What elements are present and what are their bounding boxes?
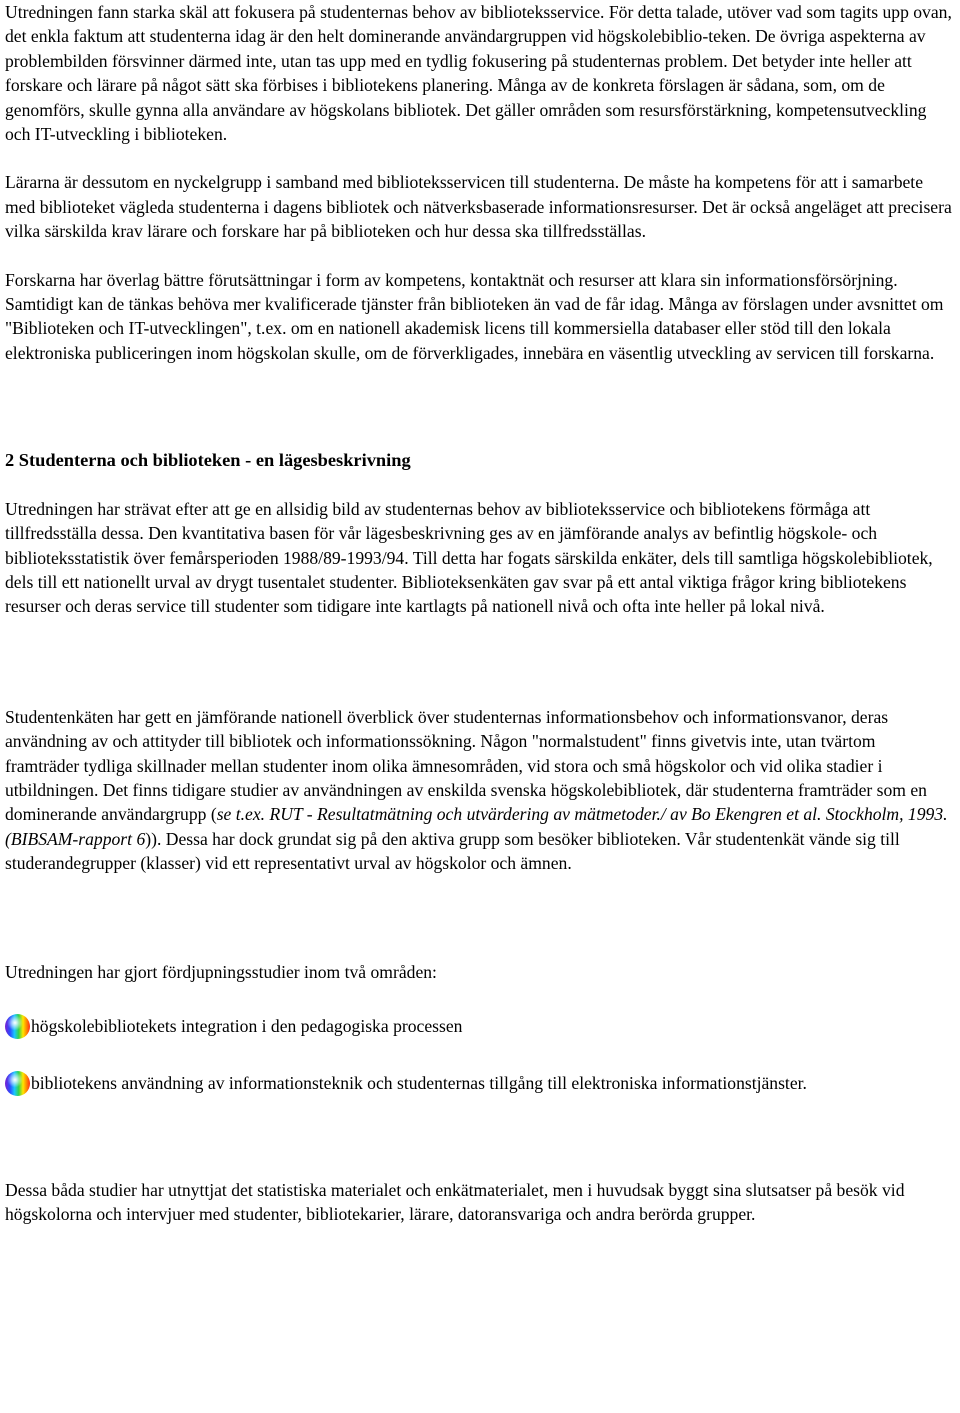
paragraph-deep-studies-intro: Utredningen har gjort fördjupningsstudier inom två områden:: [5, 961, 437, 982]
student-survey-citation: se t.ex. RUT - Resultatmätning och utvärdering av mätmetoder./ av Bo Ekengren et al. Stockholm, 1993. (BIBSAM-rapport 6: [5, 804, 948, 849]
section-heading: 2 Studenterna och biblioteken - en lägesbeskrivning: [5, 450, 411, 471]
bullet-item-text: högskolebibliotekets integration i den pedagogiska processen: [31, 1016, 463, 1037]
student-survey-text-b: )). Dessa har dock grundat sig på den aktiva grupp som besöker biblioteken. Vår studentenkät vände sig till studerandegrupper (klasser) vid ett representativt urval av högskolor och ämnen.: [5, 828, 900, 874]
student-survey-text-a: Studentenkäten har gett en jämförande nationell överblick över studenternas informationsbehov och informationsvanor, deras användning av och attityder till bibliotek och informationssökning. Någon "normalstudent" finns givetvis inte, utan tvärtom framträder tydliga skillnader mellan studenter inom olika ämnesområden, vid stora och små högskolor och vid olika stadier i utbildningen. Det finns tidigare studier av användningen av enskilda svenska högskolebibliotek, där studenterna framträder som en dominerande användargrupp (: [5, 706, 927, 825]
rainbow-orb-bullet-icon: [5, 1014, 30, 1039]
paragraph-teachers: Lärarna är dessutom en nyckelgrupp i samband med biblioteksservicen till studenterna. De måste ha kompetens för att i samarbete med biblioteket vägleda studenterna i dagens bibliotek och nätverksbaserade informationsresurser. Det är också angeläget att precisera vilka särskilda krav lärare och forskare har på biblioteken och hur dessa ska tillfredsställas.: [5, 172, 952, 242]
paragraph-student-survey: [5, 705, 954, 876]
bullet-item: [5, 1071, 954, 1096]
bullet-item-text: bibliotekens användning av informationsteknik och studenternas tillgång till elektroniska informationstjänster.: [31, 1073, 807, 1094]
paragraph-researchers: Forskarna har överlag bättre förutsättningar i form av kompetens, kontaktnät och resurser att klara sin informationsförsörjning. Samtidigt kan de tänkas behöva mer kvalificerade tjänster från biblioteken än vad de får idag. Många av förslagen under avsnittet om "Biblioteken och IT-utvecklingen", t.ex. om en nationell akademisk licens till kommersiella databaser eller stöd till den lokala elektroniska publiceringen inom högskolan skulle, om de förverkligades, innebära en väsentlig utveckling av servicen till forskarna.: [5, 269, 944, 363]
bullet-item: [5, 1014, 954, 1039]
paragraph-situation-overview: Utredningen har strävat efter att ge en allsidig bild av studenternas behov av biblioteksservice och bibliotekens förmåga att tillfredsställa dessa. Den kvantitativa basen för vår lägesbeskrivning ges av en jämförande analys av befintlig högskole- och biblioteksstatistik över femårsperioden 1988/89-1993/94. Till detta har fogats särskilda enkäter, dels till samtliga högskolebibliotek, dels till ett nationellt urval av drygt tusentalet studenter. Biblioteksenkäten gav svar på ett antal viktiga frågor kring bibliotekens resurser och deras service till studenter som tidigare inte kartlagts på nationell nivå och ofta inte heller på lokal nivå.: [5, 498, 933, 617]
paragraph-focus-students: Utredningen fann starka skäl att fokusera på studenternas behov av biblioteksservice. För detta talade, utöver vad som tagits upp ovan, det enkla faktum att studenterna idag är den helt dominerande användargruppen vid högskolebiblio-teken. De övriga aspekterna av problembilden försvinner därmed inte, utan tas upp med en tydlig fokusering på studenternas problem. Det betyder inte heller att forskare och lärare på något sätt ska förbises i bibliotekens planering. Många av de konkreta förslagen är sådana, som, om de genomförs, skulle gynna alla användare av högskolans bibliotek. Det gäller områden som resursförstärkning, kompetensutveckling och IT-utveckling i biblioteken.: [5, 2, 952, 145]
paragraph-methods: Dessa båda studier har utnyttjat det statistiska materialet och enkätmaterialet, men i huvudsak byggt sina slutsatser på besök vid högskolorna och intervjuer med studenter, bibliotekarier, lärare, datoransvariga och andra berörda grupper.: [5, 1179, 905, 1225]
rainbow-orb-bullet-icon: [5, 1071, 30, 1096]
